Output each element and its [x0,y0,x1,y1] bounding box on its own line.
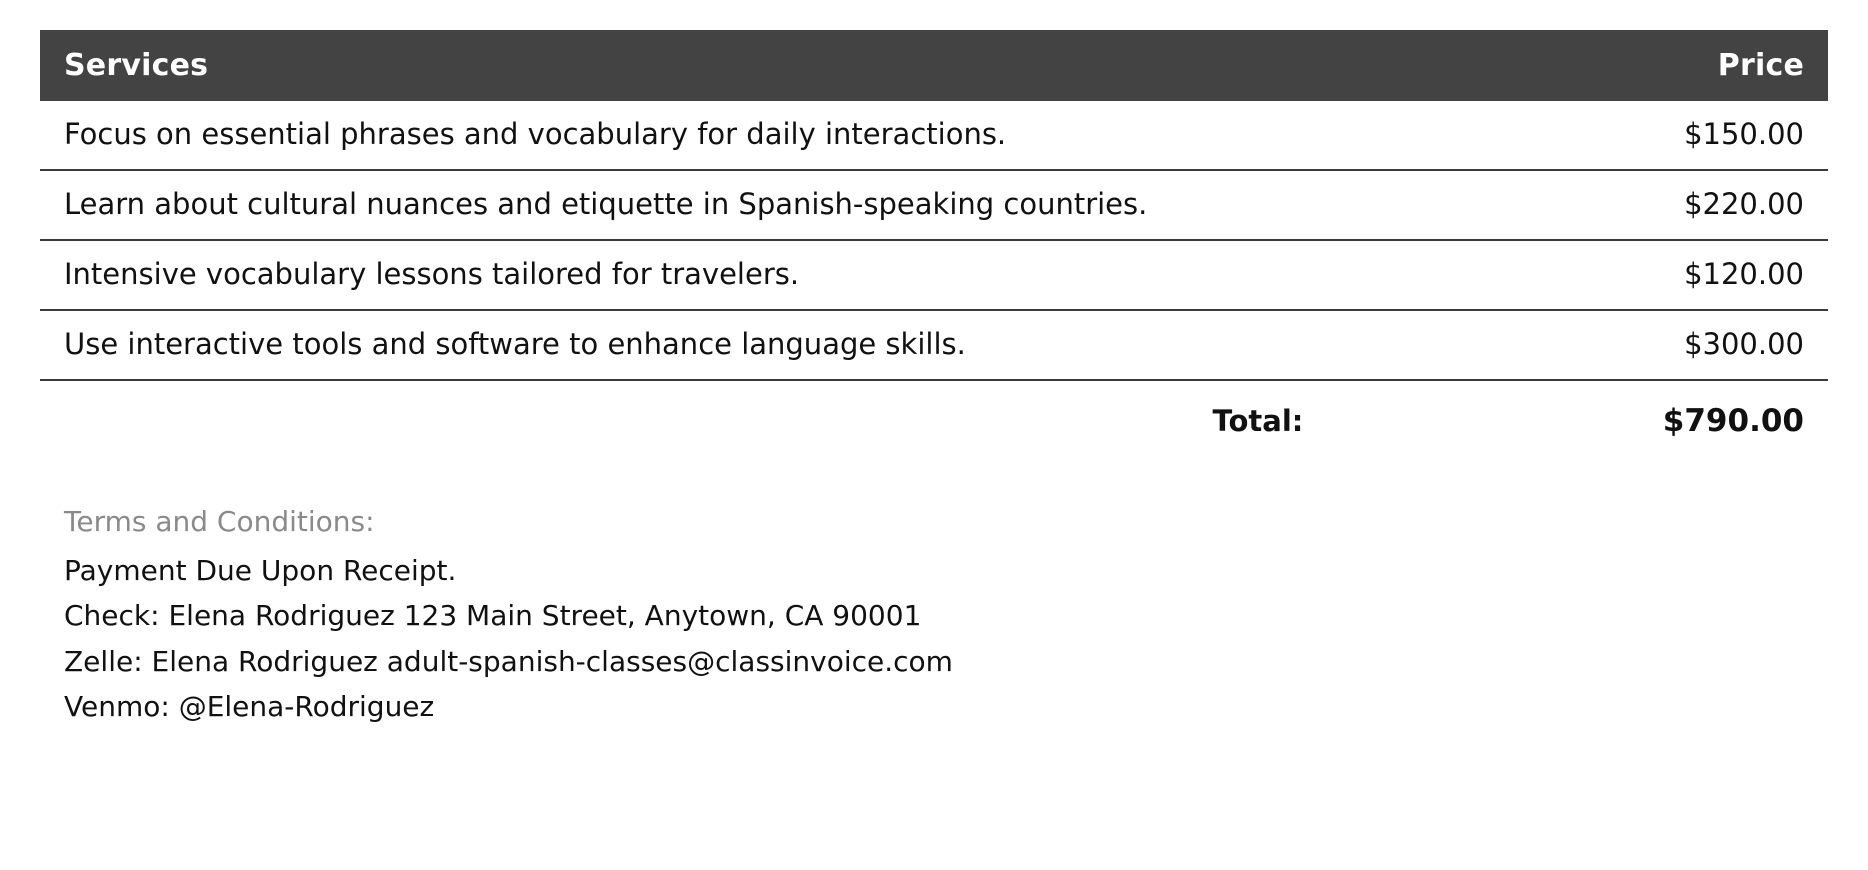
column-header-price: Price [1717,48,1804,83]
column-header-services: Services [64,48,209,83]
terms-line-zelle: Zelle: Elena Rodriguez adult-spanish-classes@classinvoice.com [64,644,953,678]
terms-line-venmo: Venmo: @Elena-Rodriguez [64,690,435,724]
service-description: Intensive vocabulary lessons tailored for travelers. [40,240,1327,310]
service-price: $150.00 [1327,101,1828,170]
table-row [40,101,1828,170]
table-total-row [40,380,1828,457]
service-description: Use interactive tools and software to enhance language skills. [40,310,1327,380]
terms-line-payment: Payment Due Upon Receipt. [64,554,457,587]
service-description: Learn about cultural nuances and etiquette in Spanish-speaking countries. [40,170,1327,240]
total-label: Total: [1212,404,1304,438]
total-value: $790.00 [1662,403,1804,439]
table-header-row [40,30,1828,101]
table-row [40,170,1828,240]
table-row [40,310,1828,380]
services-table [40,30,1828,457]
table-header [40,30,1828,101]
terms-and-conditions [40,505,1828,729]
terms-title: Terms and Conditions: [64,505,375,538]
table-row [40,240,1828,310]
terms-line-check: Check: Elena Rodriguez 123 Main Street, Anytown, CA 90001 [64,599,922,633]
service-description: Focus on essential phrases and vocabulary for daily interactions. [40,101,1327,170]
table-body [40,101,1828,457]
service-price: $220.00 [1327,170,1828,240]
service-price: $120.00 [1327,240,1828,310]
service-price: $300.00 [1327,310,1828,380]
